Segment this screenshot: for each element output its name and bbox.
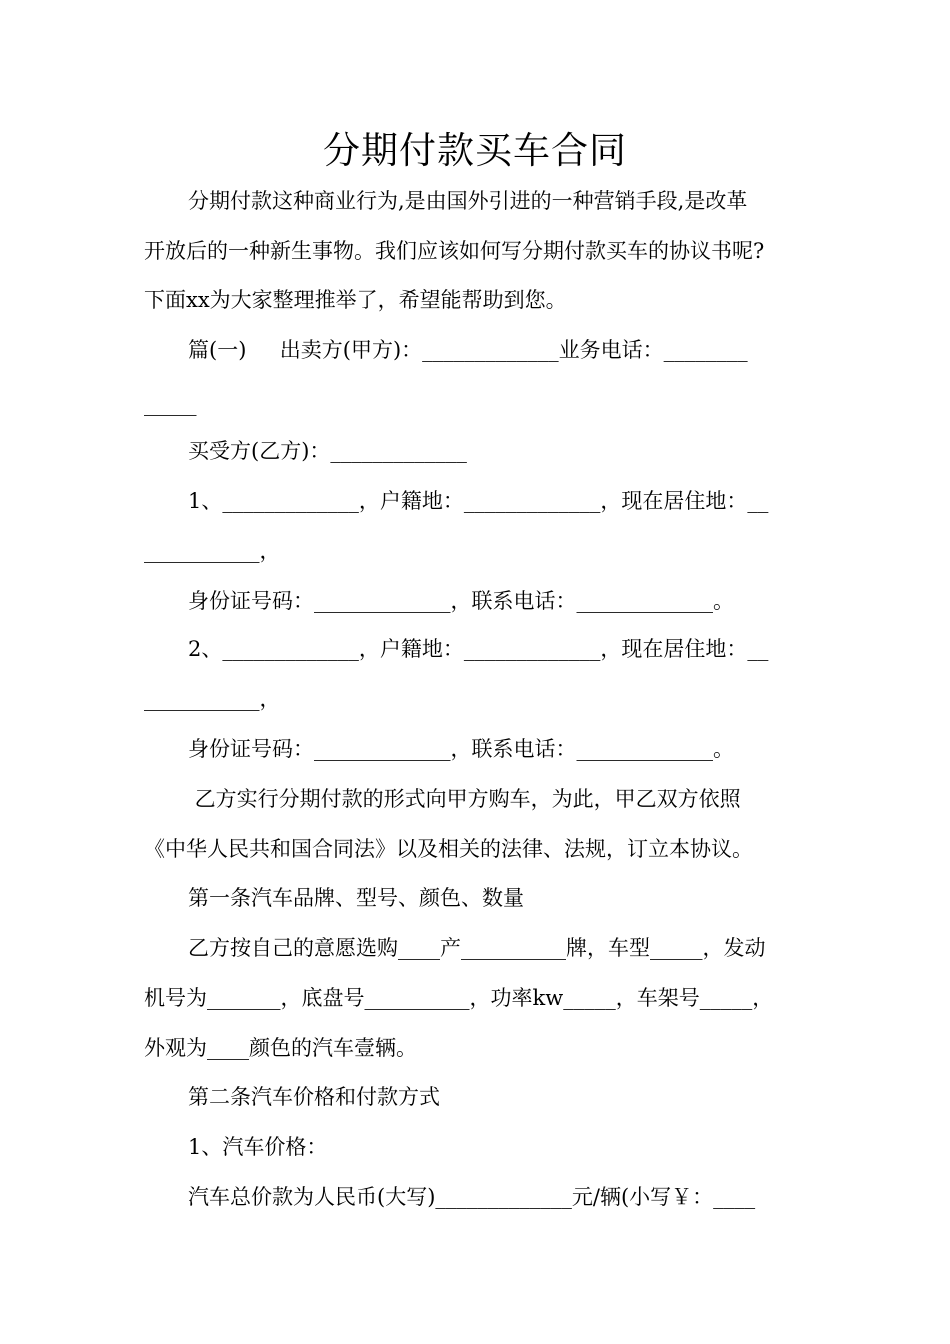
paragraph-line: 身份证号码：_____________，联系电话：_____________。 [188, 589, 734, 613]
document-title: 分期付款买车合同 [323, 129, 627, 172]
paragraph-line: 汽车总价款为人民币(大写)_____________元/辆(小写￥：____ [188, 1185, 756, 1209]
paragraph-line: 1、_____________，户籍地：_____________，现在居住地：__ [188, 489, 769, 513]
paragraph-line: 《中华人民共和国合同法》以及相关的法律、法规，订立本协议。 [144, 837, 753, 861]
paragraph-line: ___________， [144, 539, 281, 563]
paragraph-line: 下面xx为大家整理推举了，希望能帮助到您。 [144, 288, 567, 312]
section-heading: 第二条汽车价格和付款方式 [188, 1085, 440, 1109]
paragraph-line: ___________， [144, 687, 281, 711]
paragraph-line: 身份证号码：_____________，联系电话：_____________。 [188, 737, 734, 761]
paragraph-line: 乙方按自己的意愿选购____产__________牌，车型_____，发动 [188, 936, 766, 960]
paragraph-line: 2、_____________，户籍地：_____________，现在居住地：__ [188, 637, 769, 661]
paragraph-line: 分期付款这种商业行为,是由国外引进的一种营销手段,是改革 [188, 189, 748, 213]
paragraph-line: 1、汽车价格： [188, 1135, 328, 1159]
section-heading: 第一条汽车品牌、型号、颜色、数量 [188, 886, 524, 910]
paragraph-line: _____ [144, 392, 197, 416]
paragraph-line: 机号为_______，底盘号__________，功率kw_____，车架号_____， [144, 986, 774, 1010]
paragraph-line: 乙方实行分期付款的形式向甲方购车，为此，甲乙双方依照 [188, 787, 741, 811]
paragraph-line: 买受方(乙方)：_____________ [188, 439, 467, 463]
paragraph-line: 外观为____颜色的汽车壹辆。 [144, 1036, 417, 1060]
paragraph-line: 开放后的一种新生事物。我们应该如何写分期付款买车的协议书呢? [144, 239, 765, 263]
paragraph-line: 篇(一) 出卖方(甲方)：_____________业务电话：________ [188, 338, 748, 362]
